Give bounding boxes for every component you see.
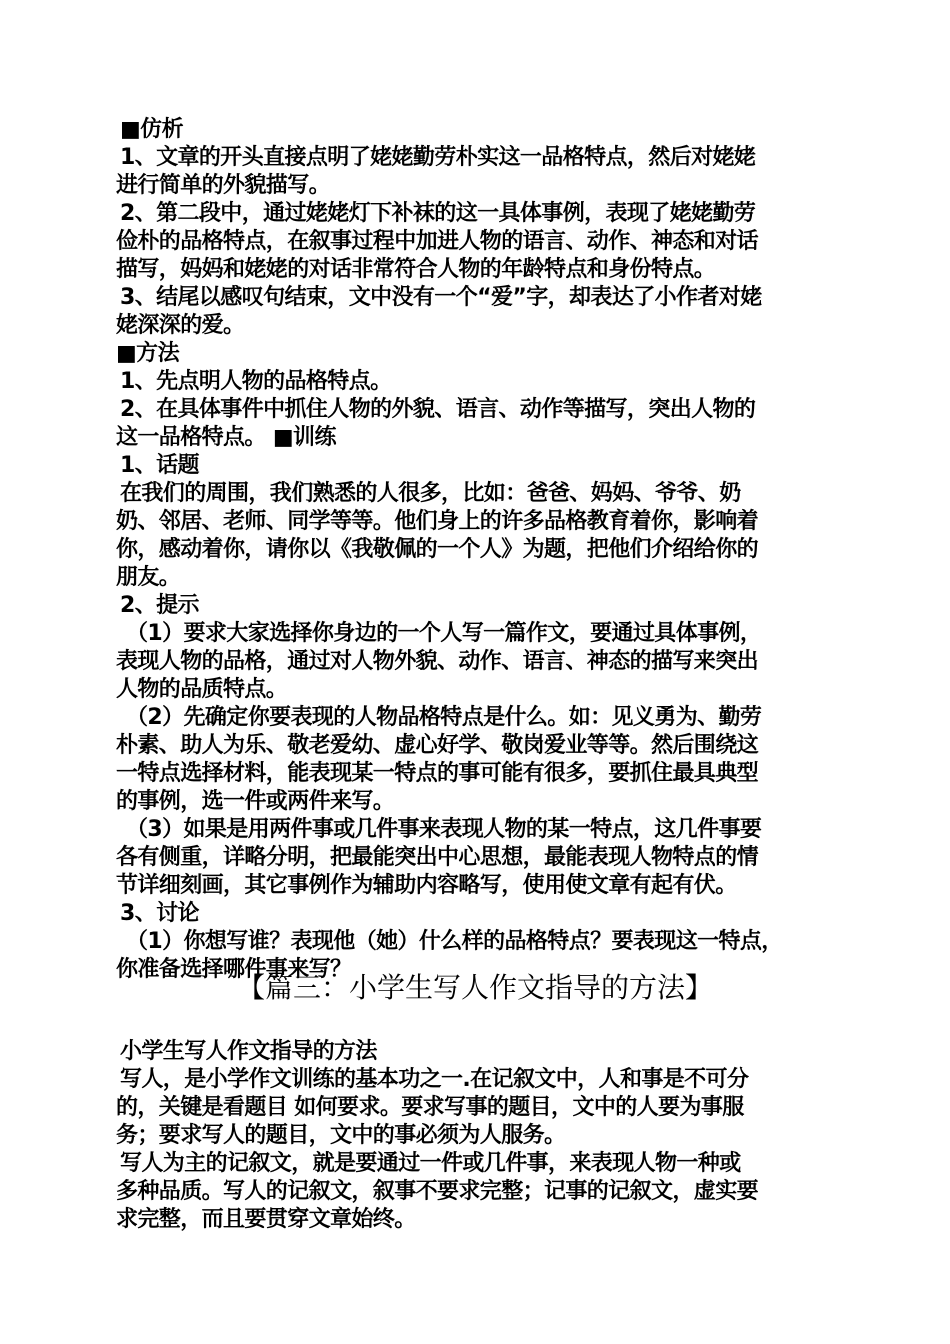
paragraph-line: 俭朴的品格特点，在叙事过程中加进人物的语言、动作、神态和对话 (116, 229, 759, 254)
paragraph-line: 3、结尾以感叹句结束，文中没有一个“爱”字，却表达了小作者对姥 (120, 285, 762, 310)
paragraph-line: （2）先确定你要表现的人物品格特点是什么。如：见义勇为、勤劳 (126, 705, 762, 730)
section-heading-analysis: ■仿析 (120, 117, 183, 142)
paragraph-line: 描写，妈妈和姥姥的对话非常符合人物的年龄特点和身份特点。 (116, 257, 716, 282)
paragraph-line: 1、先点明人物的品格特点。 (120, 369, 392, 394)
paragraph-line: 一特点选择材料，能表现某一特点的事可能有很多，要抓住最具典型 (116, 761, 759, 786)
paragraph-line: 写人，是小学作文训练的基本功之一.在记叙文中，人和事是不可分 (120, 1067, 749, 1092)
paragraph-line: （3）如果是用两件事或几件事来表现人物的某一特点，这几件事要 (126, 817, 762, 842)
paragraph-line: 你准备选择哪件事来写？ (116, 957, 352, 982)
paragraph-line: 2、第二段中，通过姥姥灯下补袜的这一具体事例，表现了姥姥勤劳 (120, 201, 756, 226)
paragraph-line: 表现人物的品格，通过对人物外貌、动作、语言、神态的描写来突出 (116, 649, 759, 674)
paragraph-line: 的，关键是看题目 如何要求。要求写事的题目，文中的人要为事服 (116, 1095, 744, 1120)
paragraph-line: 的事例，选一件或两件来写。 (116, 789, 395, 814)
paragraph-line: （1）你想写谁？表现他（她）什么样的品格特点？要表现这一特点， (126, 929, 783, 954)
paragraph-line: （1）要求大家选择你身边的一个人写一篇作文，要通过具体事例， (126, 621, 762, 646)
subheading-discussion: 3、讨论 (120, 901, 199, 926)
paragraph-line: 各有侧重，详略分明，把最能突出中心思想，最能表现人物特点的情 (116, 845, 759, 870)
paragraph-line: 节详细刻画，其它事例作为辅助内容略写，使用使文章有起有伏。 (116, 873, 737, 898)
subheading-hints: 2、提示 (120, 593, 199, 618)
section-heading-method: ■方法 (116, 341, 179, 366)
paragraph-line: 写人为主的记叙文，就是要通过一件或几件事，来表现人物一种或 (120, 1151, 741, 1176)
paragraph-line: 人物的品质特点。 (116, 677, 288, 702)
paragraph-line: 求完整，而且要贯穿文章始终。 (116, 1207, 416, 1232)
paragraph-line: 朴素、助人为乐、敬老爱幼、虚心好学、敬岗爱业等等。然后围绕这 (116, 733, 759, 758)
paragraph-line: 多种品质。写人的记叙文，叙事不要求完整；记事的记叙文，虚实要 (116, 1179, 759, 1204)
paragraph-line: 在我们的周围，我们熟悉的人很多，比如：爸爸、妈妈、爷爷、奶 (120, 481, 741, 506)
paragraph-line: 1、文章的开头直接点明了姥姥勤劳朴实这一品格特点，然后对姥姥 (120, 145, 756, 170)
paragraph-line: 进行简单的外貌描写。 (116, 173, 331, 198)
article-heading: 小学生写人作文指导的方法 (120, 1039, 377, 1064)
subheading-topic: 1、话题 (120, 453, 199, 478)
paragraph-line: 你，感动着你，请你以《我敬佩的一个人》为题，把他们介绍给你的 (116, 537, 759, 562)
paragraph-line: 务；要求写人的题目，文中的事必须为人服务。 (116, 1123, 566, 1148)
paragraph-line: 奶、邻居、老师、同学等等。他们身上的许多品格教育着你，影响着 (116, 509, 759, 534)
paragraph-line: 2、在具体事件中抓住人物的外貌、语言、动作等描写，突出人物的 (120, 397, 756, 422)
paragraph-line: 姥深深的爱。 (116, 313, 245, 338)
paragraph-line: 这一品格特点。 ■训练 (116, 425, 336, 450)
paragraph-line: 朋友。 (116, 565, 181, 590)
chapter-title: 【篇三：小学生写人作文指导的方法】 (236, 971, 713, 1004)
